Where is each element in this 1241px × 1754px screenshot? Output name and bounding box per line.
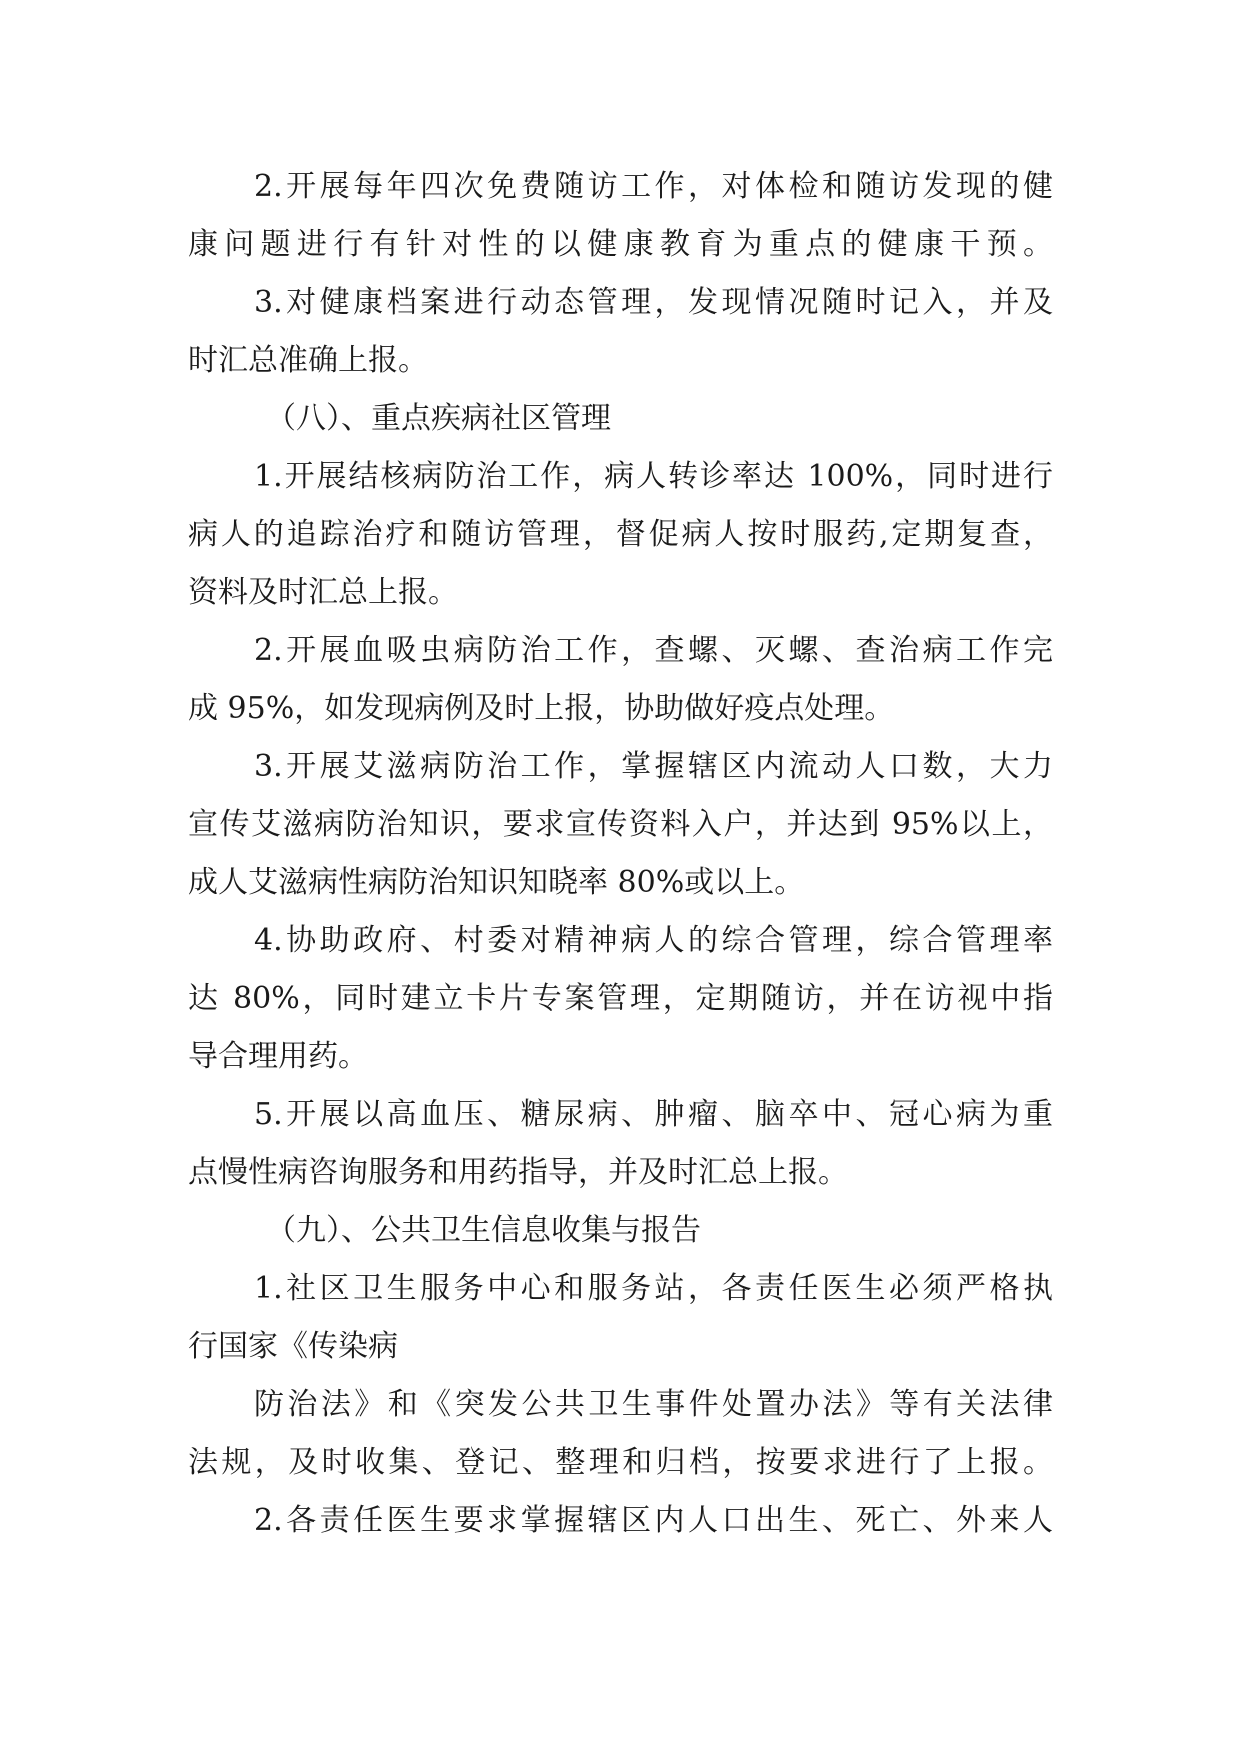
paragraph-line: 康问题进行有针对性的以健康教育为重点的健康干预。 [188, 227, 1053, 262]
paragraph-line: 1.社区卫生服务中心和服务站，各责任医生必须严格执 [254, 1271, 1053, 1306]
paragraph-line: 防治法》和《突发公共卫生事件处置办法》等有关法律 [254, 1387, 1053, 1422]
paragraph-line: 成人艾滋病性病防治知识知晓率 80%或以上。 [188, 865, 805, 900]
paragraph-line: 行国家《传染病 [188, 1329, 398, 1364]
paragraph-line: 法规，及时收集、登记、整理和归档，按要求进行了上报。 [188, 1445, 1053, 1480]
paragraph-line: 时汇总准确上报。 [188, 343, 428, 378]
paragraph-line: 2.各责任医生要求掌握辖区内人口出生、死亡、外来人 [254, 1503, 1053, 1538]
paragraph-line: 4.协助政府、村委对精神病人的综合管理，综合管理率 [254, 923, 1053, 958]
section-heading: （八）、重点疾病社区管理 [266, 401, 611, 436]
paragraph-line: 病人的追踪治疗和随访管理，督促病人按时服药,定期复查， [188, 517, 1053, 552]
paragraph-line: 2.开展血吸虫病防治工作，查螺、灭螺、查治病工作完 [254, 633, 1053, 668]
paragraph-line: 达 80%，同时建立卡片专案管理，定期随访，并在访视中指 [188, 981, 1053, 1016]
paragraph-line: 5.开展以高血压、糖尿病、肿瘤、脑卒中、冠心病为重 [254, 1097, 1053, 1132]
paragraph-line: 3.开展艾滋病防治工作，掌握辖区内流动人口数，大力 [254, 749, 1053, 784]
paragraph-line: 1.开展结核病防治工作，病人转诊率达 100%，同时进行 [254, 459, 1053, 494]
paragraph-line: 宣传艾滋病防治知识，要求宣传资料入户，并达到 95%以上， [188, 807, 1053, 842]
paragraph-line: 导合理用药。 [188, 1039, 368, 1074]
paragraph-line: 3.对健康档案进行动态管理，发现情况随时记入，并及 [254, 285, 1053, 320]
paragraph-line: 点慢性病咨询服务和用药指导，并及时汇总上报。 [188, 1155, 848, 1190]
paragraph-line: 资料及时汇总上报。 [188, 575, 458, 610]
paragraph-line: 2.开展每年四次免费随访工作，对体检和随访发现的健 [254, 169, 1053, 204]
section-heading: （九）、公共卫生信息收集与报告 [266, 1213, 701, 1248]
paragraph-line: 成 95%，如发现病例及时上报，协助做好疫点处理。 [188, 691, 895, 726]
